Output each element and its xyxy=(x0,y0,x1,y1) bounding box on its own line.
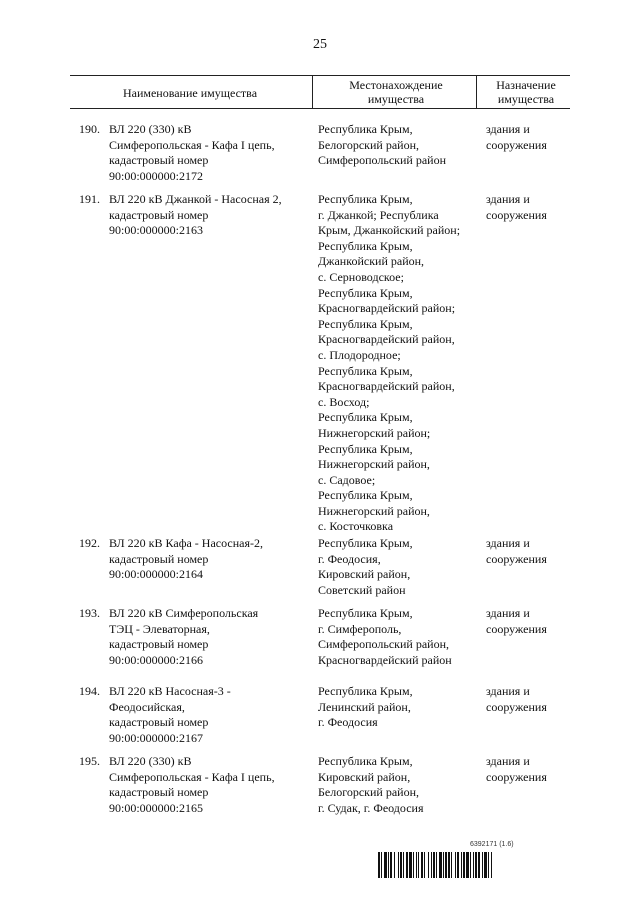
barcode-bar xyxy=(492,852,494,878)
property-purpose: здания и сооружения xyxy=(486,536,547,566)
property-purpose: здания и сооружения xyxy=(486,122,547,152)
page-number: 25 xyxy=(313,37,327,52)
header-purpose-line: Назначение имущества xyxy=(496,78,556,106)
row-number: 191. xyxy=(79,192,100,206)
table-row xyxy=(0,754,640,824)
property-purpose: здания и сооружения xyxy=(486,684,547,714)
property-name: ВЛ 220 (330) кВ Симферопольская - Кафа I цепь, кадастровый номер 90:00:000000:2172 xyxy=(109,122,275,183)
property-location: Республика Крым, г. Симферополь, Симферопольский район, Красногвардейский район xyxy=(318,606,452,667)
header-location-column xyxy=(318,78,474,106)
property-name: ВЛ 220 кВ Насосная-3 - Феодосийская, кадастровый номер 90:00:000000:2167 xyxy=(109,684,231,745)
table-row xyxy=(0,192,640,536)
header-separator xyxy=(312,75,313,108)
barcode-icon xyxy=(378,852,570,878)
table-body xyxy=(0,122,640,824)
row-number: 193. xyxy=(79,606,100,620)
property-location: Республика Крым, Белогорский район, Симферопольский район xyxy=(318,122,447,168)
document-code: 6392171 (1.6) xyxy=(470,841,514,848)
property-location: Республика Крым, Ленинский район, г. Феодосия xyxy=(318,684,413,730)
table-row xyxy=(0,122,640,192)
row-number: 194. xyxy=(79,684,100,698)
property-purpose: здания и сооружения xyxy=(486,754,547,784)
row-number: 190. xyxy=(79,122,100,136)
property-purpose: здания и сооружения xyxy=(486,192,547,222)
property-location: Республика Крым, г. Феодосия, Кировский район, Советский район xyxy=(318,536,413,597)
header-separator xyxy=(476,75,477,108)
row-number: 192. xyxy=(79,536,100,550)
table-row xyxy=(0,536,640,606)
table-row xyxy=(0,606,640,684)
property-location: Республика Крым, г. Джанкой; Республика Крым, Джанкойский район; Республика Крым, Джанкойский район, с. Серноводское; Республика Крым, Красногвардейский район; Республика Крым, Красногвардейский район, с. Плодородное; Республика Крым, Красногвардейский район, с. Восход; Республика Крым, Нижнегорский район; Республика Крым, Нижнегорский район, с. Садовое; Республика Крым, Нижнегорский район, с. Косточковка xyxy=(318,192,461,534)
table-header-top-rule xyxy=(70,75,570,76)
table-header-bottom-rule xyxy=(70,108,570,109)
property-location: Республика Крым, Кировский район, Белогорский район, г. Судак, г. Феодосия xyxy=(318,754,424,815)
row-number: 195. xyxy=(79,754,100,768)
property-name: ВЛ 220 кВ Джанкой - Насосная 2, кадастровый номер 90:00:000000:2163 xyxy=(109,192,282,238)
header-location-line: Местонахождение имущества xyxy=(349,78,443,106)
property-name: ВЛ 220 кВ Кафа - Насосная-2, кадастровый номер 90:00:000000:2164 xyxy=(109,536,263,582)
table-row xyxy=(0,684,640,754)
property-name: ВЛ 220 (330) кВ Симферопольская - Кафа I цепь, кадастровый номер 90:00:000000:2165 xyxy=(109,754,275,815)
header-purpose-column xyxy=(482,78,570,106)
header-name-column: Наименование имущества xyxy=(122,86,258,100)
property-name: ВЛ 220 кВ Симферопольская ТЭЦ - Элеваторная, кадастровый номер 90:00:000000:2166 xyxy=(109,606,259,667)
property-purpose: здания и сооружения xyxy=(486,606,547,636)
